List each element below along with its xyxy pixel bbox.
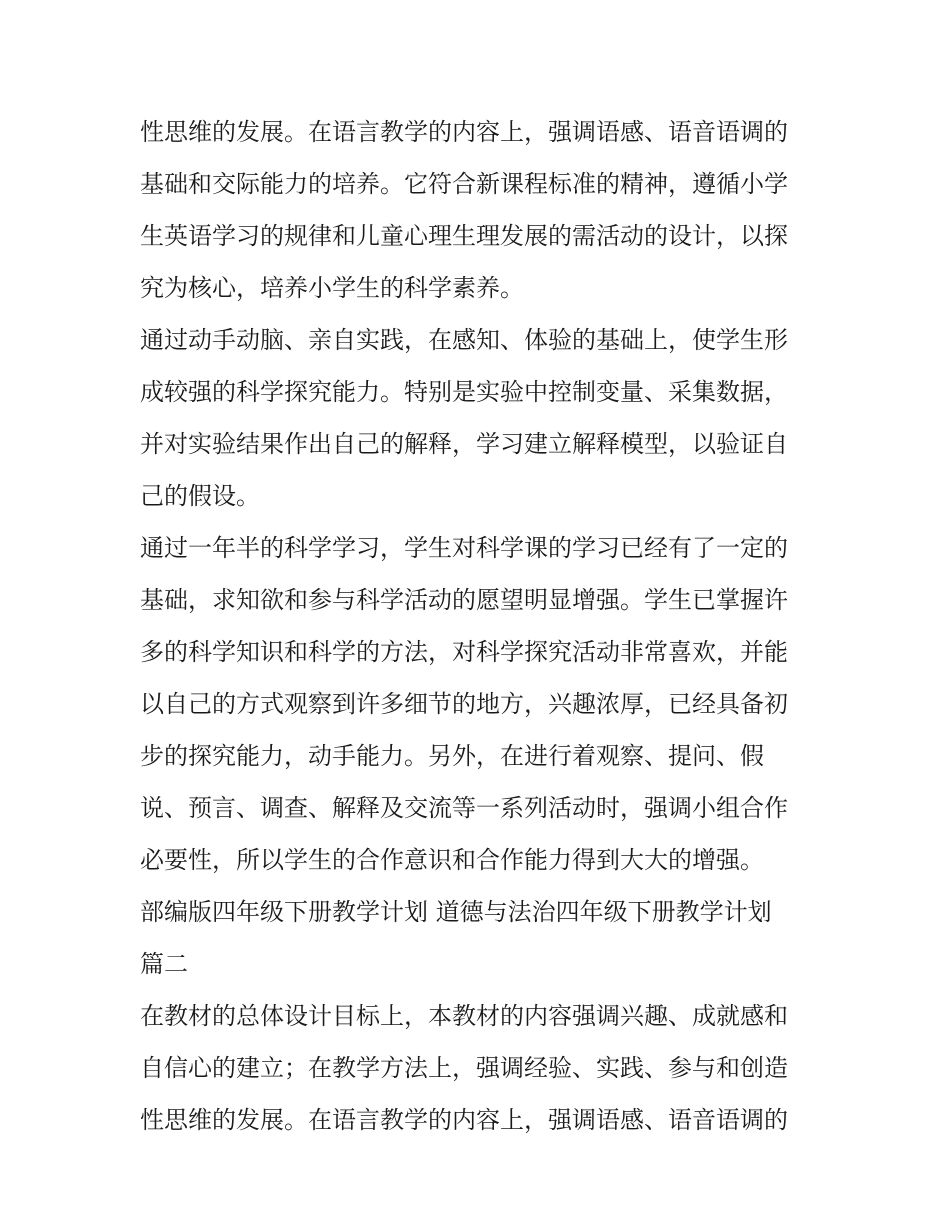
section-heading: 部编版四年级下册教学计划 道德与法治四年级下册教学计划 — [140, 898, 772, 926]
document-body — [140, 106, 840, 1146]
text-line: 说、预言、调查、解释及交流等一系列活动时，强调小组合作 — [140, 794, 788, 822]
text-line: 基础和交际能力的培养。它符合新课程标准的精神，遵循小学 — [140, 170, 788, 198]
text-line: 以自己的方式观察到许多细节的地方，兴趣浓厚，已经具备初 — [140, 690, 788, 718]
section-heading-continued: 篇二 — [140, 950, 188, 978]
text-line: 究为核心，培养小学生的科学素养。 — [140, 274, 524, 302]
text-line: 成较强的科学探究能力。特别是实验中控制变量、采集数据， — [140, 378, 788, 406]
text-line: 在教材的总体设计目标上，本教材的内容强调兴趣、成就感和 — [140, 1002, 788, 1030]
text-line: 通过一年半的科学学习，学生对科学课的学习已经有了一定的 — [140, 534, 788, 562]
text-line: 步的探究能力，动手能力。另外，在进行着观察、提问、假 — [140, 742, 764, 770]
text-line: 性思维的发展。在语言教学的内容上，强调语感、语音语调的 — [140, 118, 788, 146]
text-line: 性思维的发展。在语言教学的内容上，强调语感、语音语调的 — [140, 1106, 788, 1134]
text-line: 并对实验结果作出自己的解释，学习建立解释模型，以验证自 — [140, 430, 788, 458]
text-line: 基础，求知欲和参与科学活动的愿望明显增强。学生已掌握许 — [140, 586, 788, 614]
text-line: 己的假设。 — [140, 482, 260, 510]
text-line: 多的科学知识和科学的方法，对科学探究活动非常喜欢，并能 — [140, 638, 788, 666]
text-line: 生英语学习的规律和儿童心理生理发展的需活动的设计，以探 — [140, 222, 788, 250]
text-line: 必要性，所以学生的合作意识和合作能力得到大大的增强。 — [140, 846, 764, 874]
text-line: 通过动手动脑、亲自实践，在感知、体验的基础上，使学生形 — [140, 326, 788, 354]
text-line: 自信心的建立；在教学方法上，强调经验、实践、参与和创造 — [140, 1054, 788, 1082]
